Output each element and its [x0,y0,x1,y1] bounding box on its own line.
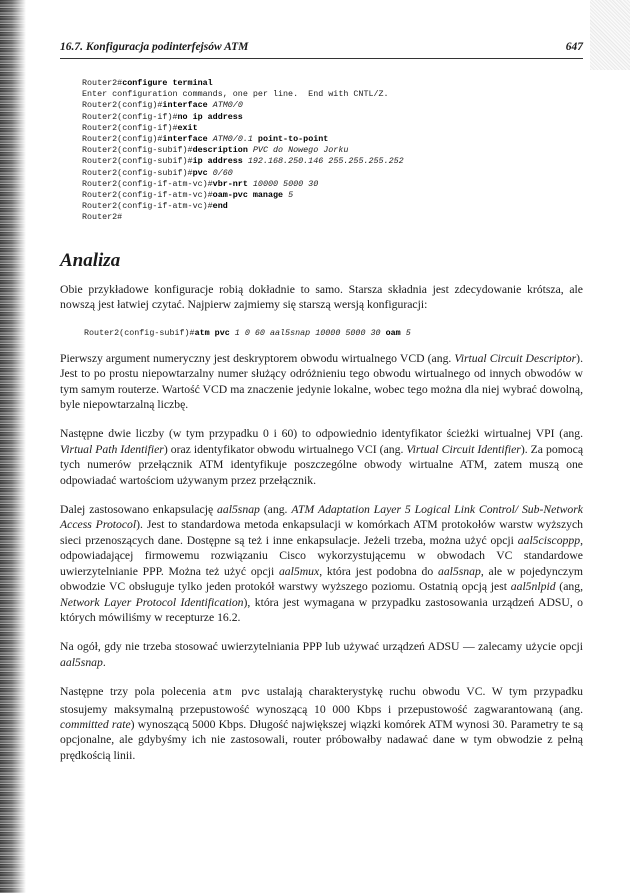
code-line [82,201,228,211]
code-command: exit [177,122,198,133]
header-title: 16.7. Konfiguracja podinterfejsów ATM [60,41,249,53]
code-command: pvc [192,167,213,178]
code-args: 10000 5000 30 [252,178,319,189]
code-line [82,100,243,110]
code-prompt: Router2(config-if)# [82,111,178,122]
code-args: PVC do Nowego Jorku [252,145,349,156]
paragraph-1: Obie przykładowe konfiguracje robią dokładnie to samo. Starsza składnia jest zdecydowanie krótsza, ale nowszą jest łatwiej czytać. Najpierw zajmiemy się starszą wersją konfiguracji: [60,283,583,312]
code-prompt: Router2# [82,212,123,223]
section-heading-analiza: Analiza [60,250,121,271]
code-command: description [192,145,253,156]
code-prompt: Router2(config)# [82,100,163,111]
code-prompt: Enter configuration commands, one per line. End with CNTL/Z. [82,89,389,100]
paragraph-5: Na ogół, gdy nie trzeba stosować uwierzytelniania PPP lub używać urządzeń ADSU — zalecamy użycie opcji aal5snap. [60,640,583,669]
code-command: atm pvc [194,327,235,338]
code-command: configure terminal [122,78,213,88]
body-text [60,282,583,777]
code-line [82,179,318,189]
code-prompt: Router2(config-subif)# [84,327,195,338]
code-prompt: Router2(config)# [82,134,163,145]
code-command: ip address [192,156,248,167]
code-line [82,123,198,133]
paragraph-2: Pierwszy argument numeryczny jest deskryptorem obwodu wirtualnego VCD (ang. Virtual Circuit Descriptor). Jest to po prostu niepowtarzalny numer służący odróżnieniu tego obwodu wirtualnego od innych obwodów w tym samym routerze. Wartość VCD ma znaczenie jedynie lokalne, wobec tego można dla niej wybrać dowolną, byle niepowtarzalną liczbę. [60,351,583,412]
code-prompt: Router2# [82,78,123,88]
code-command: end [212,201,228,212]
code-command: point-to-point [252,134,329,145]
code-args: 0/60 [212,167,233,178]
code-line [82,190,293,200]
code-command: interface [162,100,213,111]
code-line [82,168,233,178]
scan-corner-noise [590,0,630,70]
router-config-listing [82,78,404,224]
code-line [82,156,404,166]
code-args: 1 0 60 aal5snap 10000 5000 30 [234,327,386,338]
page-number: 647 [565,41,583,53]
code-prompt: Router2(config-subif)# [82,145,193,156]
code-prompt: Router2(config-if-atm-vc)# [82,190,213,201]
paragraph-6: Następne trzy pola polecenia atm pvc ustalają charakterystykę ruchu obwodu VC. W tym przypadku stosujemy maksymalną przepustowość wynoszącą 10 000 Kbps i przepustowość zagwarantowaną (ang. committed rate) wynoszącą 5000 Kbps. Długość największej wiązki komórek ATM wynosi 30. Parametry te są opcjonalne, ale gdybyśmy ich nie zastosowali, router próbowałby nadawać dane w tym obwodzie z pełną prędkością linii. [60,685,584,762]
paragraph-4: Dalej zastosowano enkapsulację aal5snap (ang. ATM Adaptation Layer 5 Logical Link Control/ Sub-Network Access Protocol). Jest to standardowa metoda enkapsulacji w komórkach ATM protokołów warstw wyższych sieci przenoszących dane. Dostępne są też i inne enkapsulacje. Jeżeli trzeba, można użyć opcji aal5ciscoppp, odpowiadającej firmowemu rozwiązaniu Cisco wykorzystującemu w obwodach VC standardowe uwierzytelnianie PPP. Można też użyć opcji aal5mux, która jest podobna do aal5snap, ale w pojedynczym obwodzie VC obsługuje tylko jeden protokół warstwy wyższego poziomu. Ostatnią opcją jest aal5nlpid (ang, Network Layer Protocol Identification), która jest wymagana w przypadku zastosowania urządzeń ADSU, o których mówiliśmy w recepturze 16.2. [60,503,584,624]
code-args: ATM0/0 [212,100,243,111]
code-line [82,212,122,222]
code-prompt: Router2(config-if-atm-vc)# [82,178,213,189]
code-line [82,112,243,122]
paragraph-3: Następne dwie liczby (w tym przypadku 0 i 60) to odpowiednio identyfikator ścieżki wirtualnej VPI (ang. Virtual Path Identifier) oraz identyfikator obwodu wirtualnego VCI (ang. Virtual Circuit Identifier). Za pomocą tych numerów przełącznik ATM identyfikuje poszczególne obwody wirtualne ATM, zatem muszą one odpowiadać wartościom używanym przez przełącznik. [60,427,584,487]
code-args: ATM0/0.1 [212,134,253,145]
code-line [82,78,213,88]
code-command: oam-pvc manage [212,190,289,201]
code-line [82,89,389,99]
inline-code-atm-pvc [84,327,583,339]
code-prompt: Router2(config-if-atm-vc)# [82,201,213,212]
code-line [82,134,328,144]
code-args: 192.168.250.146 255.255.255.252 [247,156,404,167]
running-header [60,40,583,59]
code-prompt: Router2(config-subif)# [82,167,193,178]
code-command: interface [162,134,213,145]
code-command: vbr-nrt [212,178,253,189]
scan-binding-shadow [0,0,26,893]
code-oam: oam [385,327,406,338]
code-command: no ip address [177,111,243,122]
code-prompt: Router2(config-if)# [82,122,178,133]
code-line [82,145,348,155]
code-prompt: Router2(config-subif)# [82,156,193,167]
code-args: 5 [288,190,294,201]
code-oam-value: 5 [405,327,411,338]
